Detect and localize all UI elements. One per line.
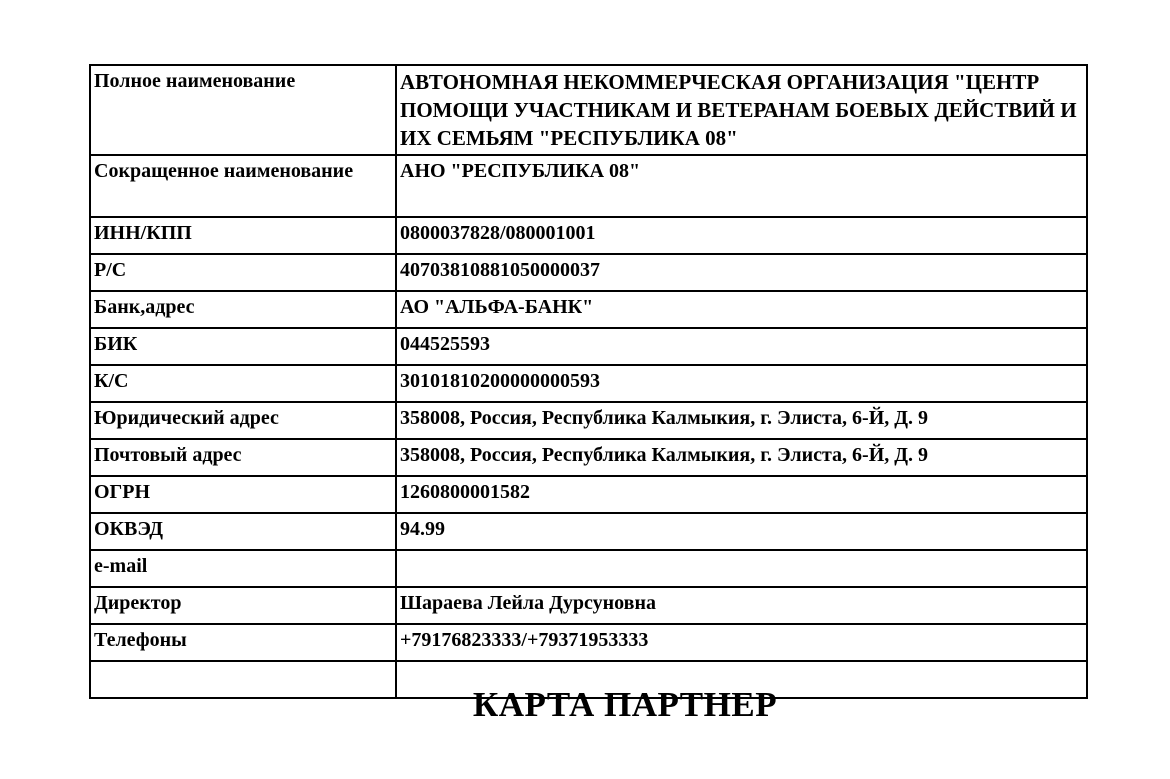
value-full-name: АВТОНОМНАЯ НЕКОММЕРЧЕСКАЯ ОРГАНИЗАЦИЯ "ЦЕНТР ПОМОЩИ УЧАСТНИКАМ И ВЕТЕРАНАМ БОЕВЫХ ДЕЙСТВИЙ И ИХ СЕМЬЯМ "РЕСПУБЛИКА 08"	[396, 65, 1087, 155]
row-short-name	[90, 155, 1087, 217]
label-correspondent-account: К/С	[90, 365, 396, 402]
row-director	[90, 587, 1087, 624]
value-correspondent-account: 30101810200000000593	[396, 365, 1087, 402]
row-ogrn	[90, 476, 1087, 513]
value-settlement-account: 40703810881050000037	[396, 254, 1087, 291]
label-ogrn: ОГРН	[90, 476, 396, 513]
label-bank: Банк,адрес	[90, 291, 396, 328]
value-ogrn: 1260800001582	[396, 476, 1087, 513]
row-bik	[90, 328, 1087, 365]
row-okved	[90, 513, 1087, 550]
row-legal-address	[90, 402, 1087, 439]
value-director: Шараева Лейла Дурсуновна	[396, 587, 1087, 624]
label-director: Директор	[90, 587, 396, 624]
value-bik: 044525593	[396, 328, 1087, 365]
requisites-table	[89, 64, 1088, 699]
row-bank	[90, 291, 1087, 328]
label-okved: ОКВЭД	[90, 513, 396, 550]
value-phones: +79176823333/+79371953333	[396, 624, 1087, 661]
value-short-name: АНО "РЕСПУБЛИКА 08"	[396, 155, 1087, 217]
document-title: КАРТА ПАРТНЕР	[472, 685, 778, 724]
label-phones: Телефоны	[90, 624, 396, 661]
label-settlement-account: Р/С	[90, 254, 396, 291]
label-full-name: Полное наименование	[90, 65, 396, 155]
value-email	[396, 550, 1087, 587]
row-correspondent-account	[90, 365, 1087, 402]
row-phones	[90, 624, 1087, 661]
label-bik: БИК	[90, 328, 396, 365]
value-okved: 94.99	[396, 513, 1087, 550]
label-short-name: Сокращенное наименование	[90, 155, 396, 217]
row-postal-address	[90, 439, 1087, 476]
row-email	[90, 550, 1087, 587]
value-bank: АО "АЛЬФА-БАНК"	[396, 291, 1087, 328]
label-postal-address: Почтовый адрес	[90, 439, 396, 476]
value-inn-kpp: 0800037828/080001001	[396, 217, 1087, 254]
row-settlement-account	[90, 254, 1087, 291]
label-inn-kpp: ИНН/КПП	[90, 217, 396, 254]
row-full-name	[90, 65, 1087, 155]
row-inn-kpp	[90, 217, 1087, 254]
label-email: e-mail	[90, 550, 396, 587]
label-legal-address: Юридический адрес	[90, 402, 396, 439]
value-legal-address: 358008, Россия, Республика Калмыкия, г. Элиста, 6-Й, Д. 9	[396, 402, 1087, 439]
value-postal-address: 358008, Россия, Республика Калмыкия, г. Элиста, 6-Й, Д. 9	[396, 439, 1087, 476]
